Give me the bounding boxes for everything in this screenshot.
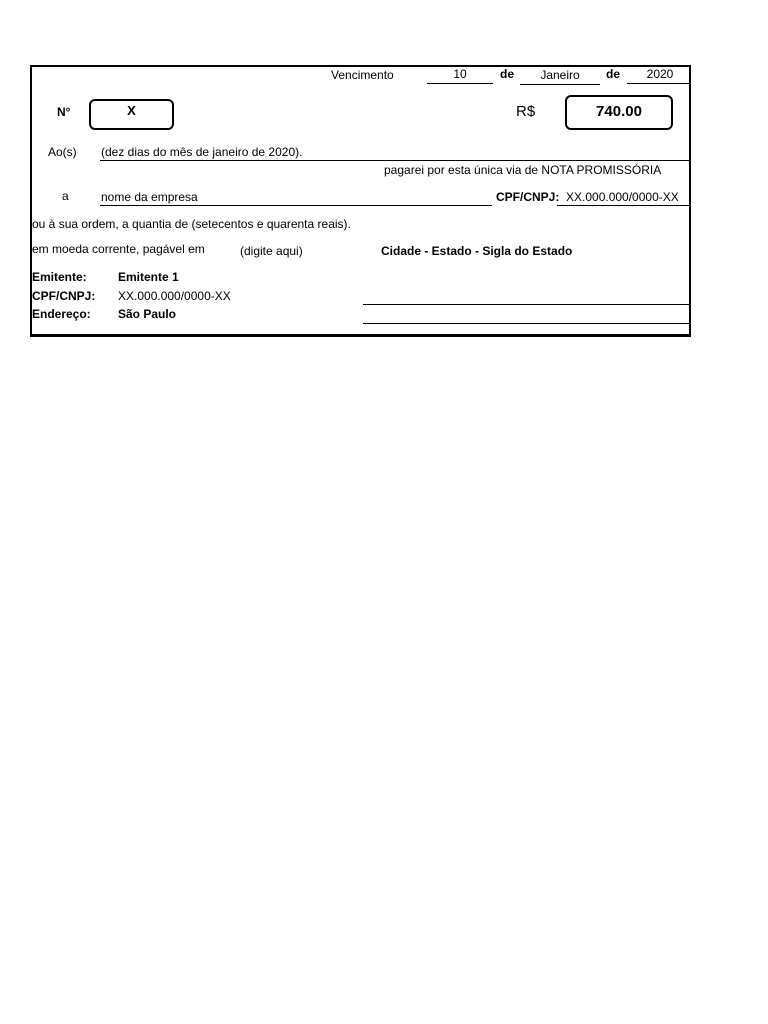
pagarei-text: pagarei por esta única via de NOTA PROMISSÓRIA	[384, 163, 662, 177]
vencimento-ano[interactable]: 2020	[646, 67, 674, 81]
numero-value: X	[127, 103, 136, 118]
beneficiario-cpf-value[interactable]: XX.000.000/0000-XX	[566, 190, 679, 204]
beneficiario-value[interactable]: nome da empresa	[101, 190, 198, 204]
signature-line-2	[363, 323, 691, 324]
beneficiario-cpf-label: CPF/CNPJ:	[496, 190, 560, 204]
vencimento-label: Vencimento	[331, 68, 394, 82]
aos-line	[100, 160, 691, 161]
numero-label: N°	[57, 105, 71, 119]
valor-label: R$	[516, 103, 536, 120]
valor-box[interactable]	[565, 95, 673, 130]
moeda-cidade[interactable]: Cidade - Estado - Sigla do Estado	[381, 244, 573, 258]
vencimento-mes[interactable]: Janeiro	[540, 68, 580, 82]
numero-box[interactable]	[89, 99, 174, 130]
ordem-text: ou à sua ordem, a quantia de (setecentos e quarenta reais).	[32, 217, 351, 231]
vencimento-de-1: de	[500, 67, 515, 81]
emitente-cpf-label: CPF/CNPJ:	[32, 289, 96, 303]
vencimento-mes-line	[520, 84, 600, 85]
vencimento-de-2: de	[606, 67, 621, 81]
vencimento-ano-line	[627, 83, 691, 84]
valor-value: 740.00	[596, 102, 642, 120]
moeda-label: em moeda corrente, pagável em	[32, 242, 205, 256]
emitente-value[interactable]: Emitente 1	[118, 270, 179, 284]
emitente-cpf-value[interactable]: XX.000.000/0000-XX	[118, 289, 231, 303]
vencimento-dia[interactable]: 10	[453, 67, 467, 81]
aos-value[interactable]: (dez dias do mês de janeiro de 2020).	[101, 145, 303, 159]
beneficiario-line	[100, 205, 492, 206]
moeda-local[interactable]: (digite aqui)	[240, 244, 303, 258]
emitente-endereco-value[interactable]: São Paulo	[118, 307, 177, 321]
beneficiario-label: a	[62, 189, 69, 203]
vencimento-dia-line	[427, 83, 493, 84]
emitente-label: Emitente:	[32, 270, 87, 284]
aos-label: Ao(s)	[48, 145, 77, 159]
emitente-endereco-label: Endereço:	[32, 307, 91, 321]
beneficiario-cpf-line	[557, 205, 691, 206]
signature-line-1	[363, 304, 691, 305]
